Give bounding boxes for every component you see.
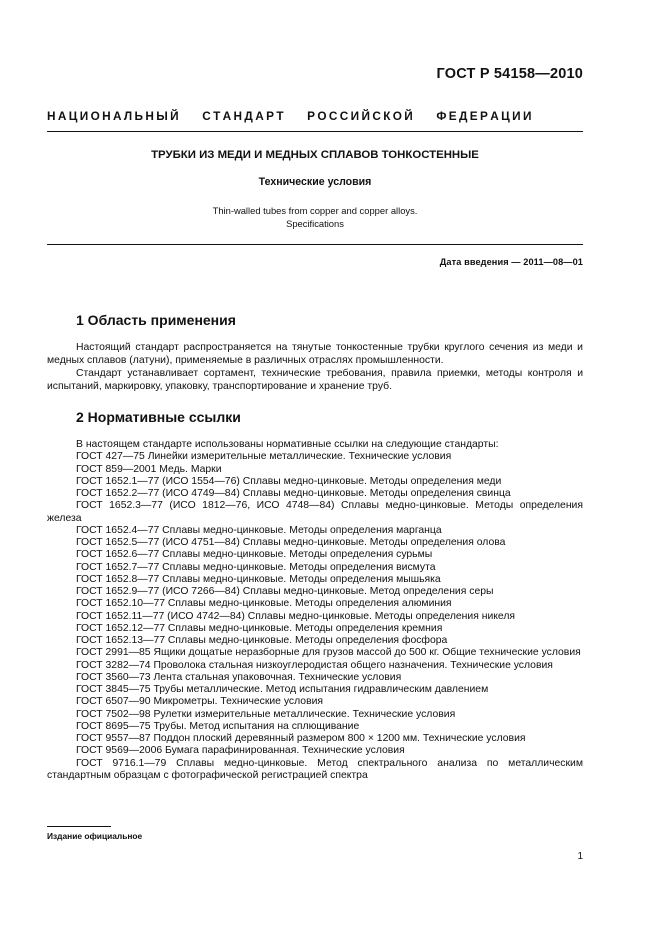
english-title-line-1: Thin-walled tubes from copper and copper alloys. bbox=[212, 205, 418, 216]
title-divider bbox=[47, 244, 583, 245]
reference-item: ГОСТ 1652.10—77 Сплавы медно-цинковые. Методы определения алюминия bbox=[76, 598, 452, 610]
reference-item: ГОСТ 1652.1—77 (ИСО 1554—76) Сплавы медно-цинковые. Методы определения меди bbox=[76, 475, 502, 487]
section-2-heading: 2 Нормативные ссылки bbox=[76, 409, 241, 425]
reference-item: ГОСТ 1652.8—77 Сплавы медно-цинковые. Методы определения мышьяка bbox=[76, 573, 441, 585]
reference-item: ГОСТ 1652.3—77 (ИСО 1812—76, ИСО 4748—84) Сплавы медно-цинковые. Методы определения железа bbox=[47, 500, 583, 524]
top-divider bbox=[47, 131, 583, 132]
national-standard-heading: Н А Ц И О Н А Л Ь Н Ы Й С Т А Н Д А Р Т Р О С С И Й С К О Й Ф Е Д Е Р А Ц И И bbox=[47, 109, 532, 123]
reference-item: ГОСТ 1652.6—77 Сплавы медно-цинковые. Методы определения сурьмы bbox=[76, 549, 433, 561]
section-1-heading: 1 Область применения bbox=[76, 312, 236, 328]
introduction-date: Дата введения — 2011—08—01 bbox=[439, 257, 583, 267]
document-title: ТРУБКИ ИЗ МЕДИ И МЕДНЫХ СПЛАВОВ ТОНКОСТЕННЫЕ bbox=[151, 149, 479, 161]
reference-item: ГОСТ 1652.5—77 (ИСО 4751—84) Сплавы медно-цинковые. Методы определения олова bbox=[76, 537, 506, 548]
reference-item: ГОСТ 7502—98 Рулетки измерительные металлические. Технические условия bbox=[76, 708, 456, 720]
normative-references-list bbox=[47, 439, 583, 782]
reference-item: ГОСТ 1652.13—77 Сплавы медно-цинковые. Методы определения фосфора bbox=[76, 635, 448, 646]
reference-item: ГОСТ 8695—75 Трубы. Метод испытания на сплющивание bbox=[76, 720, 360, 732]
page-number: 1 bbox=[577, 851, 583, 862]
document-subtitle: Технические условия bbox=[258, 176, 372, 188]
reference-item: ГОСТ 1652.4—77 Сплавы медно-цинковые. Методы определения марганца bbox=[76, 524, 442, 536]
reference-item: ГОСТ 1652.9—77 (ИСО 7266—84) Сплавы медно-цинковые. Метод определения серы bbox=[76, 586, 494, 597]
reference-item: ГОСТ 3282—74 Проволока стальная низкоуглеродистая общего назначения. Технические условия bbox=[76, 659, 553, 671]
reference-item: ГОСТ 3560—73 Лента стальная упаковочная. Технические условия bbox=[76, 671, 402, 683]
reference-item: ГОСТ 859—2001 Медь. Марки bbox=[76, 463, 222, 475]
reference-item: ГОСТ 1652.11—77 (ИСО 4742—84) Сплавы медно-цинковые. Методы определения никеля bbox=[76, 610, 516, 622]
footer-divider bbox=[47, 826, 111, 827]
reference-item: ГОСТ 9569—2006 Бумага парафинированная. Технические условия bbox=[76, 745, 405, 757]
reference-item: ГОСТ 1652.7—77 Сплавы медно-цинковые. Методы определения висмута bbox=[76, 561, 436, 573]
reference-items bbox=[47, 451, 583, 782]
document-number: ГОСТ Р 54158—2010 bbox=[436, 66, 583, 82]
section-1-paragraph-2: Стандарт устанавливает сортамент, технические требования, правила приемки, методы контроля и испытаний, маркировку, упаковку, транспортирование и хранение труб. bbox=[47, 368, 583, 392]
reference-item: ГОСТ 6507—90 Микрометры. Технические условия bbox=[76, 696, 324, 708]
reference-item: ГОСТ 3845—75 Трубы металлические. Метод испытания гидравлическим давлением bbox=[76, 684, 489, 695]
reference-item: ГОСТ 1652.2—77 (ИСО 4749—84) Сплавы медно-цинковые. Методы определения свинца bbox=[76, 488, 511, 499]
english-title-line-2: Specifications bbox=[286, 218, 344, 229]
section-1-paragraph-1: Настоящий стандарт распространяется на тянутые тонкостенные трубки круглого сечения из меди и медных сплавов (латуни), применяемые в различных отраслях промышленности. bbox=[47, 342, 583, 366]
reference-item: ГОСТ 2991—85 Ящики дощатые неразборные для грузов массой до 500 кг. Общие технические условия bbox=[76, 647, 581, 659]
references-intro: В настоящем стандарте использованы нормативные ссылки на следующие стандарты: bbox=[76, 439, 499, 450]
reference-item: ГОСТ 9557—87 Поддон плоский деревянный размером 800 × 1200 мм. Технические условия bbox=[76, 733, 526, 744]
reference-item: ГОСТ 9716.1—79 Сплавы медно-цинковые. Метод спектрального анализа по металлическим стандартным образцам с фотографической регистрацией спектра bbox=[47, 757, 583, 781]
reference-item: ГОСТ 1652.12—77 Сплавы медно-цинковые. Методы определения кремния bbox=[76, 622, 443, 634]
reference-item: ГОСТ 427—75 Линейки измерительные металлические. Технические условия bbox=[76, 451, 452, 463]
english-title bbox=[47, 204, 583, 230]
edition-label: Издание официальное bbox=[47, 831, 143, 841]
